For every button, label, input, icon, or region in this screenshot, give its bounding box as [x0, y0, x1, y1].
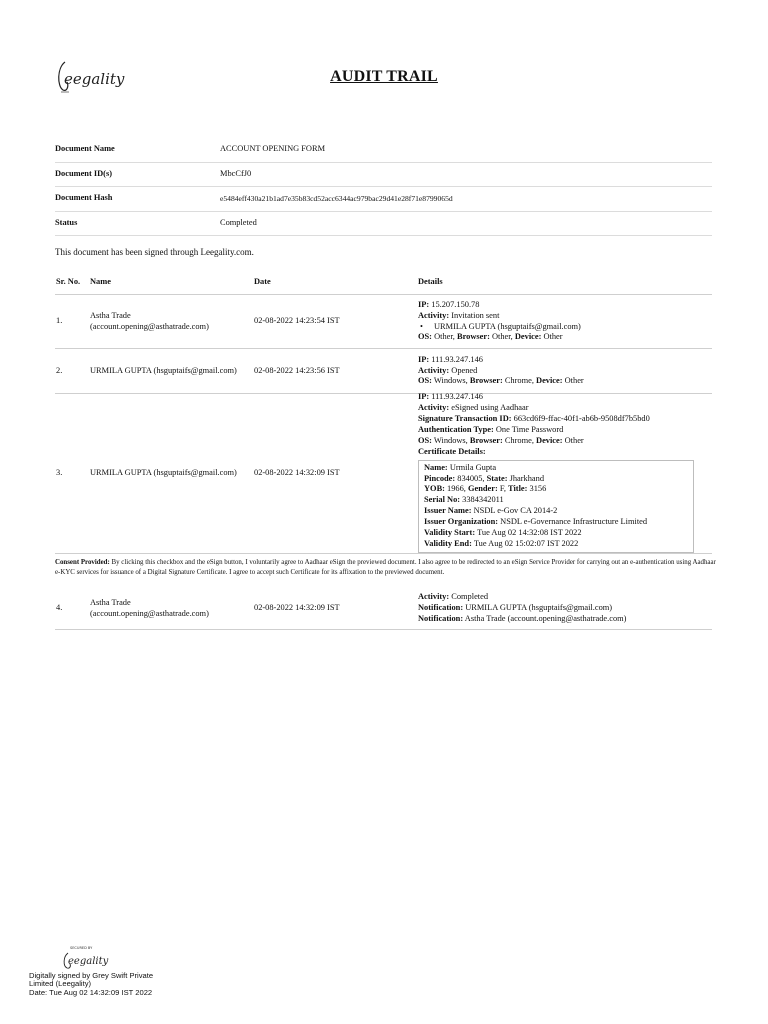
device-value: Other [543, 332, 563, 342]
issuer-value: NSDL e-Gov CA 2014-2 [473, 506, 558, 516]
ip-label: IP: [418, 299, 430, 309]
table-row [55, 588, 712, 630]
col-srno: Sr. No. [56, 276, 81, 286]
meta-row [55, 212, 712, 237]
meta-value: MbcCfJ0 [220, 168, 252, 178]
yob-value: 1966, [447, 484, 466, 494]
browser-value: Other, [491, 332, 513, 342]
browser-label: Browser: [456, 332, 490, 342]
row-details [418, 389, 712, 558]
table-row [55, 349, 712, 394]
name-line: Astha Trade [90, 310, 131, 320]
row-details [418, 352, 712, 391]
activity-label: Activity: [418, 402, 450, 412]
state-value: Jharkhand [509, 473, 545, 483]
browser-label: Browser: [469, 435, 503, 445]
document-metadata [55, 138, 712, 236]
row-srno: 1. [56, 316, 63, 326]
ip-value: 111.93.247.146 [431, 392, 483, 402]
col-name: Name [90, 276, 111, 286]
notification-value: URMILA GUPTA (hsguptaifs@gmail.com) [465, 603, 613, 613]
name-line: URMILA GUPTA (hsguptaifs@gmail.com) [90, 468, 237, 478]
consent-text [55, 558, 720, 578]
ip-value: 15.207.150.78 [431, 299, 480, 309]
status-value: Completed [220, 217, 257, 227]
row-details [418, 589, 712, 628]
row-date: 02-08-2022 14:32:09 IST [254, 468, 340, 478]
vstart-label: Validity Start: [424, 528, 476, 538]
digital-signature [29, 972, 153, 997]
activity-value: Completed [451, 592, 489, 602]
sig-date: Date: Tue Aug 02 14:32:09 IST 2022 [29, 987, 153, 997]
cert-name: Urmila Gupta [449, 462, 497, 472]
meta-key: Document Name [55, 144, 115, 154]
consent-body: By clicking this checkbox and the eSign button, I voluntarily agree to Aadhaar eSign the previewed document. I also agree to be redirected to an eSign Service Provider for carrying out an e-authentication using Aadhaar e-KYC services for issuance of a Digital Signature Certificate. I agree to accept such Certificate for its affixation to the previewed document. [55, 559, 716, 576]
device-value: Other [564, 435, 584, 445]
sig-line: Digitally signed by Grey Swift Private [29, 971, 154, 980]
browser-label: Browser: [469, 376, 503, 386]
email-line: (account.opening@asthatrade.com) [90, 321, 209, 331]
meta-row [55, 163, 712, 188]
os-label: OS: [418, 332, 432, 342]
secured-by-leegality-seal [60, 944, 120, 972]
email-line: (account.opening@asthatrade.com) [90, 608, 209, 618]
ip-label: IP: [418, 354, 430, 364]
vstart-value: Tue Aug 02 14:32:08 IST 2022 [477, 528, 582, 538]
org-value: NSDL e-Governance Infrastructure Limited [500, 517, 648, 527]
table-row [55, 295, 712, 349]
bullet-icon: • [420, 321, 423, 331]
vend-label: Validity End: [424, 539, 472, 549]
device-label: Device: [514, 332, 542, 342]
sig-line: Limited (Leegality) [29, 979, 92, 989]
yob-label: YOB: [424, 484, 445, 494]
col-details: Details [418, 276, 443, 286]
table-row [55, 394, 712, 554]
meta-value: e5484eff430a21b1ad7e35b83cd52acc6344ac979bac29d41e28f71e8799065d [220, 193, 453, 203]
notification-label: Notification: [418, 613, 464, 623]
table-header [55, 270, 712, 295]
browser-value: Chrome, [504, 435, 534, 445]
name-line: URMILA GUPTA (hsguptaifs@gmail.com) [90, 365, 237, 375]
gender-label: Gender: [467, 484, 498, 494]
vend-value: Tue Aug 02 15:02:07 IST 2022 [473, 539, 579, 549]
pincode-label: Pincode: [424, 473, 456, 483]
meta-row [55, 187, 712, 212]
sig-txn-value: 663cd6f9-ffac-40f1-ab6b-9508df7b5bd0 [513, 413, 650, 423]
row-name [90, 468, 254, 479]
ip-value: 111.93.247.146 [431, 354, 483, 364]
os-value: Other, [434, 332, 455, 342]
row-name [90, 598, 254, 620]
audit-trail-table [55, 270, 712, 554]
activity-value: Invitation sent [451, 310, 500, 320]
svg-text:eegality: eegality [68, 956, 109, 967]
row-srno: 3. [56, 468, 63, 478]
notification-label: Notification: [418, 603, 464, 613]
meta-key: Status [55, 217, 78, 227]
os-label: OS: [418, 376, 432, 386]
row-date: 02-08-2022 14:23:56 IST [254, 365, 340, 375]
row-date: 02-08-2022 14:23:54 IST [254, 316, 340, 326]
meta-row [55, 138, 712, 163]
activity-value: Opened [451, 365, 478, 375]
page-title: AUDIT TRAIL [330, 68, 438, 85]
row-name [90, 311, 254, 333]
col-date: Date [254, 276, 271, 286]
device-label: Device: [536, 435, 563, 445]
title-label: Title: [508, 484, 528, 494]
gender-value: F, [499, 484, 506, 494]
os-value: Windows, [433, 435, 468, 445]
os-label: OS: [418, 435, 432, 445]
pincode-value: 834005, [457, 473, 485, 483]
sig-txn-label: Signature Transaction ID: [418, 413, 512, 423]
svg-text:SECURED BY: SECURED BY [70, 946, 93, 950]
org-label: Issuer Organization: [424, 517, 499, 527]
auth-label: Authentication Type: [418, 424, 494, 434]
row-date: 02-08-2022 14:32:09 IST [254, 603, 340, 613]
signed-note: This document has been signed through Leegality.com. [55, 247, 254, 257]
row-srno: 4. [56, 603, 63, 613]
notification-value: Astha Trade (account.opening@asthatrade.com) [464, 613, 627, 623]
ip-label: IP: [418, 392, 430, 402]
state-label: State: [486, 473, 508, 483]
device-label: Device: [536, 376, 563, 386]
row-name [90, 366, 254, 377]
meta-value: ACCOUNT OPENING FORM [220, 144, 326, 154]
activity-label: Activity: [418, 365, 450, 375]
consent-label: Consent Provided: [55, 559, 110, 566]
os-value: Windows, [433, 376, 468, 386]
issuer-label: Issuer Name: [424, 506, 472, 516]
serial-value: 3384342011 [462, 495, 504, 505]
activity-value: eSigned using Aadhaar [451, 402, 529, 412]
activity-label: Activity: [418, 592, 450, 602]
browser-value: Chrome, [504, 376, 534, 386]
row-srno: 2. [56, 365, 63, 375]
serial-label: Serial No: [424, 495, 461, 505]
audit-trail-table-continued [55, 588, 712, 630]
activity-label: Activity: [418, 310, 450, 320]
meta-key: Document ID(s) [55, 168, 112, 178]
recipient: URMILA GUPTA (hsguptaifs@gmail.com) [434, 321, 581, 331]
cert-name-label: Name: [424, 462, 448, 472]
certificate-box [418, 460, 694, 553]
svg-text:eegality: eegality [64, 70, 125, 88]
meta-key: Document Hash [55, 193, 113, 203]
name-line: Astha Trade [90, 597, 131, 607]
device-value: Other [564, 376, 584, 386]
title-value: 3156 [529, 484, 547, 494]
row-details [418, 297, 712, 347]
auth-value: One Time Password [495, 424, 564, 434]
cert-heading: Certificate Details: [418, 446, 486, 456]
